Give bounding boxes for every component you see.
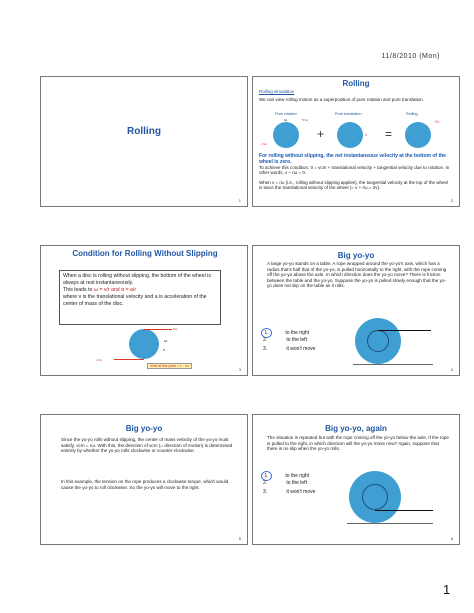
slide-title: Big yo-yo, again bbox=[325, 424, 387, 433]
slide-title: Big yo-yo bbox=[125, 424, 163, 433]
label-v: v bbox=[163, 347, 165, 352]
option-number: 1. bbox=[261, 471, 272, 481]
option-2[interactable] bbox=[263, 337, 307, 343]
rolling-disc bbox=[129, 329, 159, 359]
explanation-text-2: In this example, the tension on the rope produces a clockwise torque, which would cause the yo-yo to roll clockwise. So the yo-yo will move to the right. bbox=[61, 479, 229, 490]
question-text: The situation is repeated but with the rope coming off the yo-yo below the axle. If the rope is pulled to the right, in which direction will the yo-yo move now? Again, suppose that there is no slip when the yo-yo rolls. bbox=[267, 435, 449, 452]
slide-number: 6 bbox=[450, 536, 453, 541]
slide-number: 2 bbox=[450, 198, 453, 203]
top-velocity-arrow bbox=[144, 329, 172, 330]
label-v: v bbox=[365, 132, 367, 137]
option-label: to the left bbox=[286, 337, 307, 343]
label-r-omega: +rω bbox=[301, 117, 308, 122]
slide-5 bbox=[40, 414, 248, 545]
label-omega: ω bbox=[164, 338, 168, 343]
option-label: to the right bbox=[285, 473, 310, 479]
contact-point-note: Vnet at this point = v - rω bbox=[147, 363, 192, 369]
page-number: 1 bbox=[443, 582, 451, 597]
rolling-body-1: To achieve this condition, 0 = vcm + translational velocity + tangential velocity due to rotation. In other words, v – rω = 0. bbox=[259, 165, 450, 176]
label-r-omega: rω bbox=[173, 326, 178, 331]
rope bbox=[375, 510, 433, 511]
slide-number: 5 bbox=[238, 536, 241, 541]
option-3[interactable] bbox=[263, 489, 315, 495]
option-label: to the right bbox=[285, 330, 310, 336]
option-label: it won't move bbox=[286, 346, 316, 352]
slide-1 bbox=[40, 76, 248, 207]
option-label: to the left bbox=[286, 480, 307, 486]
option-number: 2. bbox=[263, 480, 268, 486]
condition-formula-prefix: This leads to bbox=[63, 287, 93, 293]
slide-title: Rolling bbox=[127, 126, 161, 137]
slide-number: 3 bbox=[238, 367, 241, 372]
rolling-highlight: For rolling without slipping, the net instantaneous velocity at the bottom of the wheel is zero. bbox=[259, 153, 446, 165]
slide-6 bbox=[252, 414, 460, 545]
condition-formula: ω = v/r and α = a/r bbox=[93, 287, 137, 293]
slide-number: 1 bbox=[238, 198, 241, 203]
yoyo-axle bbox=[362, 484, 388, 510]
option-label: it won't move bbox=[286, 489, 316, 495]
option-3[interactable] bbox=[263, 346, 315, 352]
translation-disc bbox=[337, 122, 363, 148]
rotation-disc bbox=[273, 122, 299, 148]
option-number: 1. bbox=[261, 328, 272, 338]
slide-4 bbox=[252, 245, 460, 376]
header-date: 11/8/2010 (Mon) bbox=[381, 53, 440, 60]
slide-title: Big yo-yo bbox=[337, 251, 375, 260]
rolling-body-2: When v = rω (i.e., rolling without slipping applies), the tangential velocity at the top of the wheel is twice the translational velocity of the wheel (= v + rω = 2v). bbox=[259, 180, 448, 191]
panel-label-rotation: Pure rotation bbox=[275, 112, 297, 116]
bottom-velocity-arrow bbox=[114, 359, 144, 360]
condition-formula-line bbox=[63, 287, 217, 294]
option-2[interactable] bbox=[263, 480, 307, 486]
label-2v: 2v bbox=[435, 119, 440, 124]
slide-3 bbox=[40, 245, 248, 376]
slide-title: Condition for Rolling Without Slipping bbox=[72, 249, 218, 258]
explanation-text-1: Since the yo-yo rolls without slipping, the center of mass velocity of the yo-yo must satisfy, vcm = rω. With this, the direction of vcm (= direction of motion) is determined entirely by whether the yo-yo rolls clockwise or counter-clockwise. bbox=[61, 437, 233, 454]
option-number: 3. bbox=[263, 346, 268, 352]
yoyo-axle bbox=[367, 330, 389, 352]
condition-text-1: When a disc is rolling without slipping, the bottom of the wheel is always at rest instantaneously. bbox=[63, 273, 211, 286]
plus-operator: + bbox=[317, 127, 325, 141]
table-line bbox=[353, 364, 433, 365]
slide-2 bbox=[252, 76, 460, 207]
simulation-link[interactable]: Rolling simulation bbox=[259, 89, 295, 94]
label-neg-r-omega: -rω bbox=[96, 357, 102, 362]
equals-operator: = bbox=[385, 127, 393, 141]
condition-text-3: where v is the translational velocity and a is acceleration of the center of mass of the disc. bbox=[63, 294, 207, 307]
condition-box bbox=[59, 270, 221, 325]
question-text: A large yo-yo stands on a table. A rope wrapped around the yo-yo's axis, which has a radius that's half that of the yo-yo, is pulled horizontally to the right, with the rope coming off the yo-yo above the axle. In which direction does the yo-yo move? There is friction between the table and the yo-yo. Suppose the yo-yo is pulled slowly enough that the yo-yo does not slip on the table as it rolls. bbox=[267, 261, 447, 289]
rolling-disc bbox=[405, 122, 431, 148]
intro-text: We can view rolling motion as a superposition of pure rotation and pure translation. bbox=[259, 97, 425, 102]
label-omega: ω bbox=[284, 117, 288, 122]
rope bbox=[378, 330, 431, 331]
slide-title: Rolling bbox=[342, 79, 370, 88]
table-line bbox=[347, 523, 433, 524]
label-neg-r-omega: -rω bbox=[261, 141, 267, 146]
panel-label-rolling: Rolling bbox=[406, 112, 418, 116]
slide-number: 4 bbox=[450, 367, 453, 372]
option-number: 2. bbox=[263, 337, 268, 343]
option-number: 3. bbox=[263, 489, 268, 495]
panel-label-translation: Pure translation bbox=[335, 112, 362, 116]
